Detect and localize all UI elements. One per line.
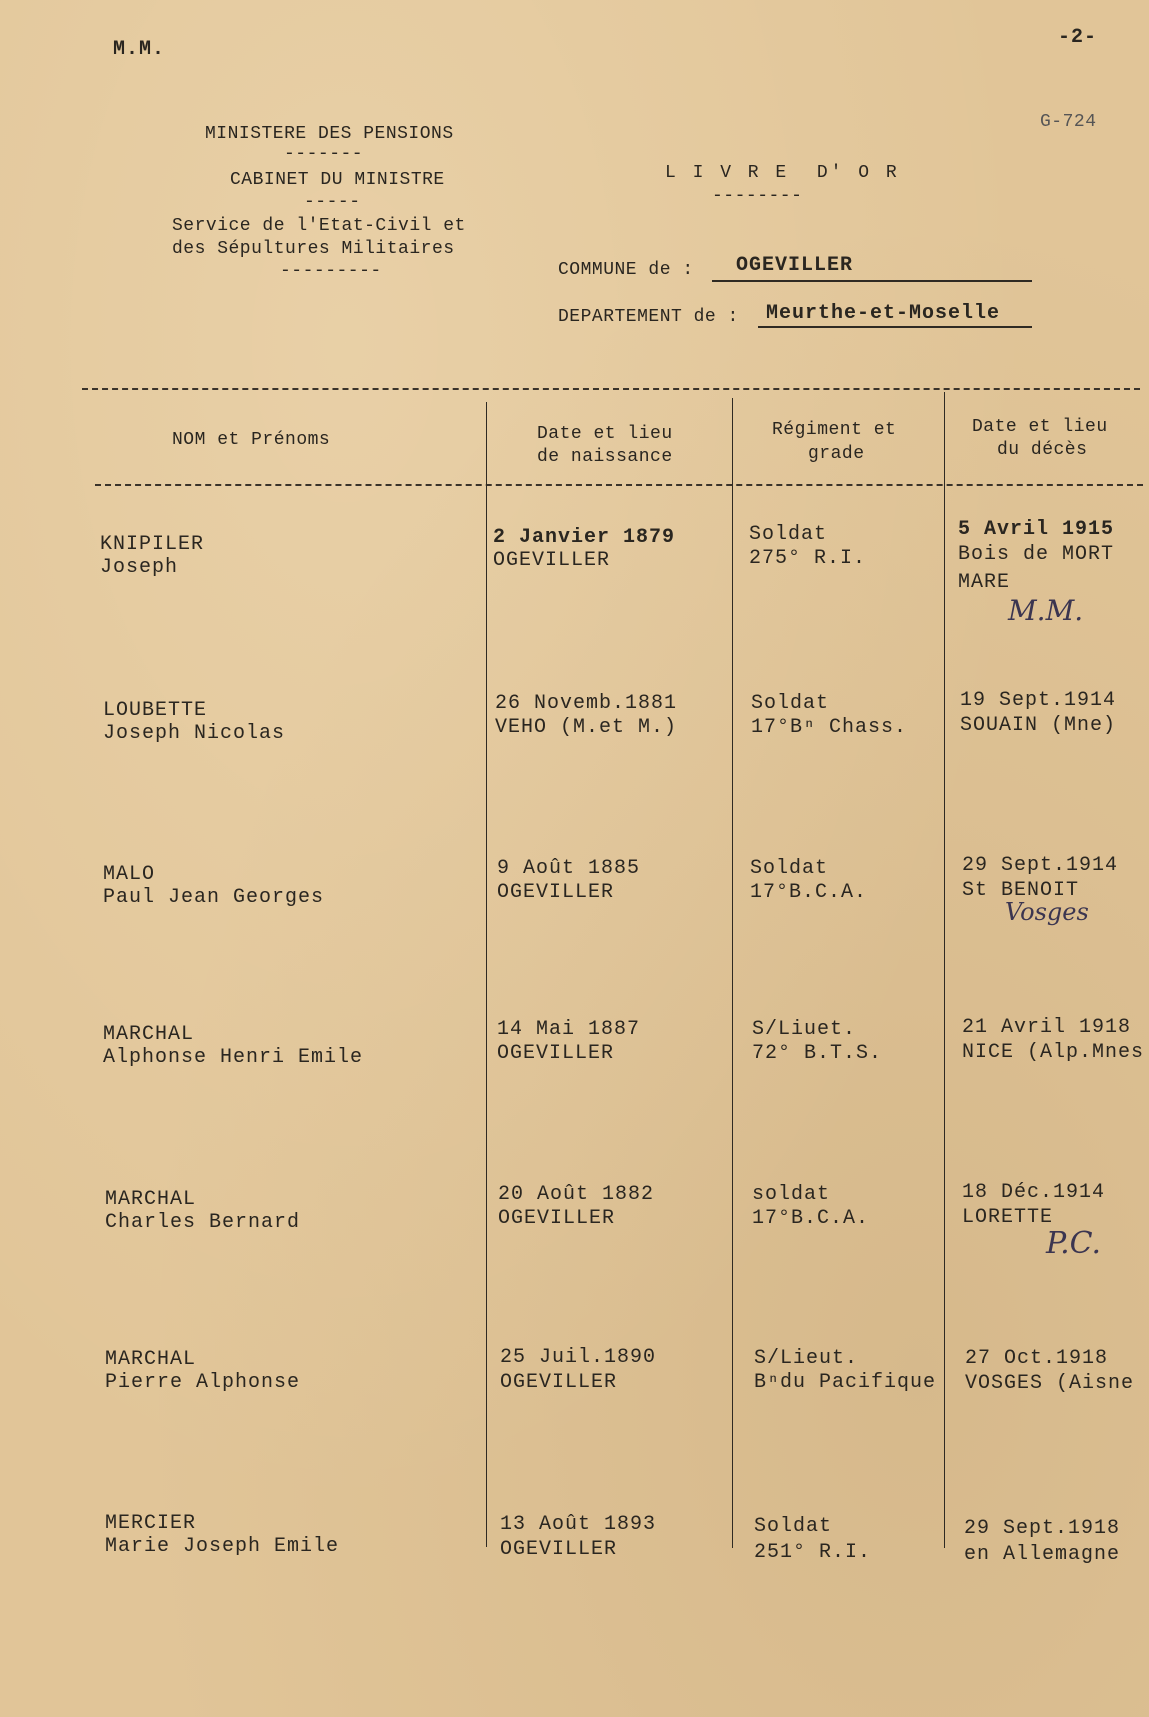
row-death-date: 5 Avril 1915 — [958, 518, 1115, 541]
column-divider-2 — [732, 398, 733, 1548]
row-surname: MALO — [103, 863, 156, 886]
row-death-place: NICE (Alp.Mnes — [962, 1041, 1145, 1064]
column-header-name: NOM et Prénoms — [172, 430, 331, 450]
handwritten-annotation: Vosges — [1005, 898, 1089, 926]
commune-label: COMMUNE de : — [558, 260, 694, 280]
header-bottom-rule — [95, 484, 1143, 486]
row-grade: Soldat — [751, 692, 830, 715]
cabinet-divider: ----- — [304, 192, 361, 212]
row-regiment: 251° R.I. — [754, 1541, 872, 1564]
row-given-names: Joseph Nicolas — [103, 722, 286, 745]
row-birth-date: 13 Août 1893 — [500, 1513, 657, 1536]
row-death-place: LORETTE — [962, 1206, 1054, 1229]
row-given-names: Paul Jean Georges — [103, 886, 325, 909]
service-line-1: Service de l'Etat-Civil et — [172, 216, 466, 236]
row-death-place: en Allemagne — [964, 1543, 1121, 1566]
ministry-title: MINISTERE DES PENSIONS — [205, 124, 454, 144]
row-surname: MARCHAL — [105, 1188, 197, 1211]
table-top-rule — [82, 388, 1140, 390]
department-label: DEPARTEMENT de : — [558, 307, 739, 327]
row-birth-place: OGEVILLER — [497, 881, 615, 904]
row-birth-date: 26 Novemb.1881 — [495, 692, 678, 715]
row-grade: Soldat — [754, 1515, 833, 1538]
row-surname: LOUBETTE — [103, 699, 208, 722]
row-regiment: Bⁿdu Pacifique — [754, 1371, 937, 1394]
cabinet-title: CABINET DU MINISTRE — [230, 170, 445, 190]
column-header-regiment-1: Régiment et — [772, 420, 897, 440]
initials: M.M. — [113, 38, 166, 61]
row-grade: S/Liuet. — [752, 1018, 857, 1041]
row-given-names: Alphonse Henri Emile — [103, 1046, 364, 1069]
row-death-date: 29 Sept.1914 — [962, 854, 1119, 877]
reference-number: G-724 — [1040, 112, 1097, 132]
row-birth-place: OGEVILLER — [500, 1538, 618, 1561]
row-given-names: Marie Joseph Emile — [105, 1535, 340, 1558]
row-given-names: Joseph — [100, 556, 179, 579]
book-title: L I V R E D' O R — [665, 163, 900, 183]
ministry-divider: ------- — [284, 144, 364, 164]
page-number: -2- — [1058, 26, 1098, 49]
column-header-birth-1: Date et lieu — [537, 424, 673, 444]
department-value: Meurthe-et-Moselle — [766, 302, 1001, 325]
commune-value: OGEVILLER — [736, 254, 854, 277]
commune-field — [712, 254, 1032, 282]
row-birth-place: OGEVILLER — [500, 1371, 618, 1394]
row-surname: MARCHAL — [105, 1348, 197, 1371]
row-death-place: St BENOIT — [962, 879, 1080, 902]
row-given-names: Pierre Alphonse — [105, 1371, 301, 1394]
row-grade: soldat — [752, 1183, 831, 1206]
row-grade: Soldat — [749, 523, 828, 546]
column-header-death-2: du décès — [997, 440, 1088, 460]
row-death-date: 29 Sept.1918 — [964, 1517, 1121, 1540]
column-header-birth-2: de naissance — [537, 447, 673, 467]
row-birth-date: 25 Juil.1890 — [500, 1346, 657, 1369]
row-regiment: 275° R.I. — [749, 547, 867, 570]
column-header-regiment-2: grade — [808, 444, 865, 464]
column-divider-1 — [486, 402, 487, 1547]
row-regiment: 17°B.C.A. — [750, 881, 868, 904]
row-birth-place: OGEVILLER — [498, 1207, 616, 1230]
row-grade: S/Lieut. — [754, 1347, 859, 1370]
row-surname: MARCHAL — [103, 1023, 195, 1046]
book-title-divider: -------- — [712, 186, 803, 206]
row-birth-date: 20 Août 1882 — [498, 1183, 655, 1206]
row-death-place: SOUAIN (Mne) — [960, 714, 1117, 737]
row-regiment: 17°B.C.A. — [752, 1207, 870, 1230]
row-given-names: Charles Bernard — [105, 1211, 301, 1234]
service-line-2: des Sépultures Militaires — [172, 239, 455, 259]
row-death-place: Bois de MORT — [958, 543, 1115, 566]
row-regiment: 17°Bⁿ Chass. — [751, 716, 908, 739]
row-death-place: VOSGES (Aisne — [965, 1372, 1135, 1395]
service-divider: --------- — [280, 261, 382, 281]
department-field — [758, 300, 1032, 328]
row-birth-place: OGEVILLER — [497, 1042, 615, 1065]
row-regiment: 72° B.T.S. — [752, 1042, 883, 1065]
row-surname: MERCIER — [105, 1512, 197, 1535]
row-birth-place: OGEVILLER — [493, 549, 611, 572]
handwritten-annotation: P.C. — [1046, 1226, 1102, 1261]
row-death-date: 21 Avril 1918 — [962, 1016, 1132, 1039]
row-death-date: 27 Oct.1918 — [965, 1347, 1109, 1370]
row-birth-date: 9 Août 1885 — [497, 857, 641, 880]
row-grade: Soldat — [750, 857, 829, 880]
row-death-date: 18 Déc.1914 — [962, 1181, 1106, 1204]
row-death-date: 19 Sept.1914 — [960, 689, 1117, 712]
column-header-death-1: Date et lieu — [972, 417, 1108, 437]
handwritten-annotation: M.M. — [1008, 594, 1084, 627]
row-death-place-2: MARE — [958, 571, 1011, 594]
row-birth-date: 2 Janvier 1879 — [493, 526, 676, 549]
row-birth-date: 14 Mai 1887 — [497, 1018, 641, 1041]
row-surname: KNIPILER — [100, 533, 205, 556]
column-divider-3 — [944, 392, 945, 1548]
row-birth-place: VEHO (M.et M.) — [495, 716, 678, 739]
